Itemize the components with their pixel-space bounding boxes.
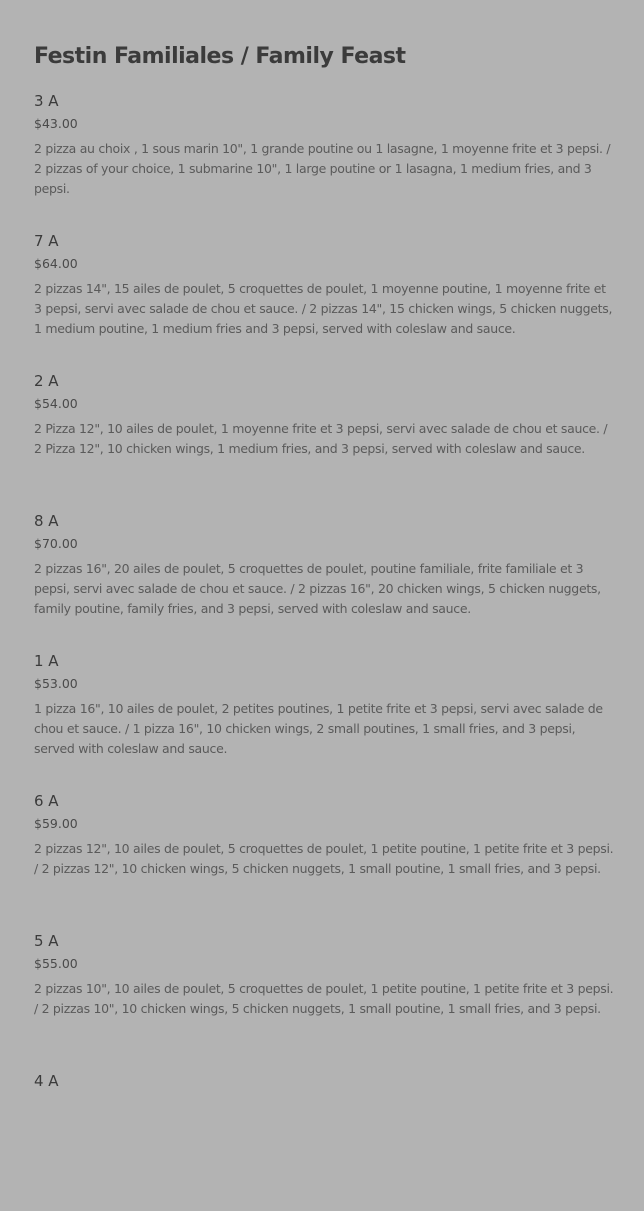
menu-item[interactable] <box>34 791 616 931</box>
menu-item-description: 2 pizzas 14", 15 ailes de poulet, 5 croquettes de poulet, 1 moyenne poutine, 1 moyenne frite et 3 pepsi, servi avec salade de chou et sauce. / 2 pizzas 14", 15 chicken wings, 5 chicken nuggets, 1 medium poutine, 1 medium fries and 3 pepsi, served with coleslaw and sauce. <box>34 281 613 336</box>
menu-item-description: 1 pizza 16", 10 ailes de poulet, 2 petites poutines, 1 petite frite et 3 pepsi, servi avec salade de chou et sauce. / 1 pizza 16", 10 chicken wings, 2 small poutines, 1 small fries, and 3 pepsi, served with coleslaw and sauce. <box>34 701 603 756</box>
menu-item-price: $64.00 <box>34 256 78 271</box>
menu-item-price: $54.00 <box>34 396 78 411</box>
menu-item-name: 7 A <box>34 232 59 250</box>
menu-item-price: $70.00 <box>34 536 78 551</box>
menu-item-description: 2 pizzas 10", 10 ailes de poulet, 5 croquettes de poulet, 1 petite poutine, 1 petite frite et 3 pepsi. / 2 pizzas 10", 10 chicken wings, 5 chicken nuggets, 1 small poutine, 1 small fries, and 3 pepsi. <box>34 981 614 1016</box>
menu-item-description: 2 pizza au choix , 1 sous marin 10", 1 grande poutine ou 1 lasagne, 1 moyenne frite et 3 pepsi. / 2 pizzas of your choice, 1 submarine 10", 1 large poutine or 1 lasagna, 1 medium fries, and 3 pepsi. <box>34 141 611 196</box>
menu-item[interactable] <box>34 1071 616 1211</box>
menu-item-name: 4 A <box>34 1072 59 1090</box>
menu-item-name: 5 A <box>34 932 59 950</box>
menu-item[interactable] <box>34 371 616 511</box>
menu-item[interactable] <box>34 231 616 371</box>
menu-item[interactable] <box>34 91 616 231</box>
menu-item-list <box>34 91 616 1211</box>
section-title: Festin Familiales / Family Feast <box>34 44 406 69</box>
menu-item-name: 2 A <box>34 372 59 390</box>
menu-item-description: 2 pizzas 12", 10 ailes de poulet, 5 croquettes de poulet, 1 petite poutine, 1 petite frite et 3 pepsi. / 2 pizzas 12", 10 chicken wings, 5 chicken nuggets, 1 small poutine, 1 small fries, and 3 pepsi. <box>34 841 614 876</box>
menu-item-price: $53.00 <box>34 676 78 691</box>
menu-item-description: 2 pizzas 16", 20 ailes de poulet, 5 croquettes de poulet, poutine familiale, frite familiale et 3 pepsi, servi avec salade de chou et sauce. / 2 pizzas 16", 20 chicken wings, 5 chicken nuggets, family poutine, family fries, and 3 pepsi, served with coleslaw and sauce. <box>34 561 601 616</box>
menu-item[interactable] <box>34 931 616 1071</box>
menu-item-price <box>34 1095 616 1113</box>
menu-item[interactable] <box>34 651 616 791</box>
menu-item-price: $43.00 <box>34 116 78 131</box>
menu-item-name: 3 A <box>34 92 59 110</box>
menu-item-price: $59.00 <box>34 816 78 831</box>
menu-item-name: 8 A <box>34 512 59 530</box>
menu-item-price: $55.00 <box>34 956 78 971</box>
menu-item-name: 6 A <box>34 792 59 810</box>
menu-item[interactable] <box>34 511 616 651</box>
menu-item-description: 2 Pizza 12", 10 ailes de poulet, 1 moyenne frite et 3 pepsi, servi avec salade de chou et sauce. / 2 Pizza 12", 10 chicken wings, 1 medium fries, and 3 pepsi, served with coleslaw and sauce. <box>34 421 608 456</box>
menu-item-name: 1 A <box>34 652 59 670</box>
